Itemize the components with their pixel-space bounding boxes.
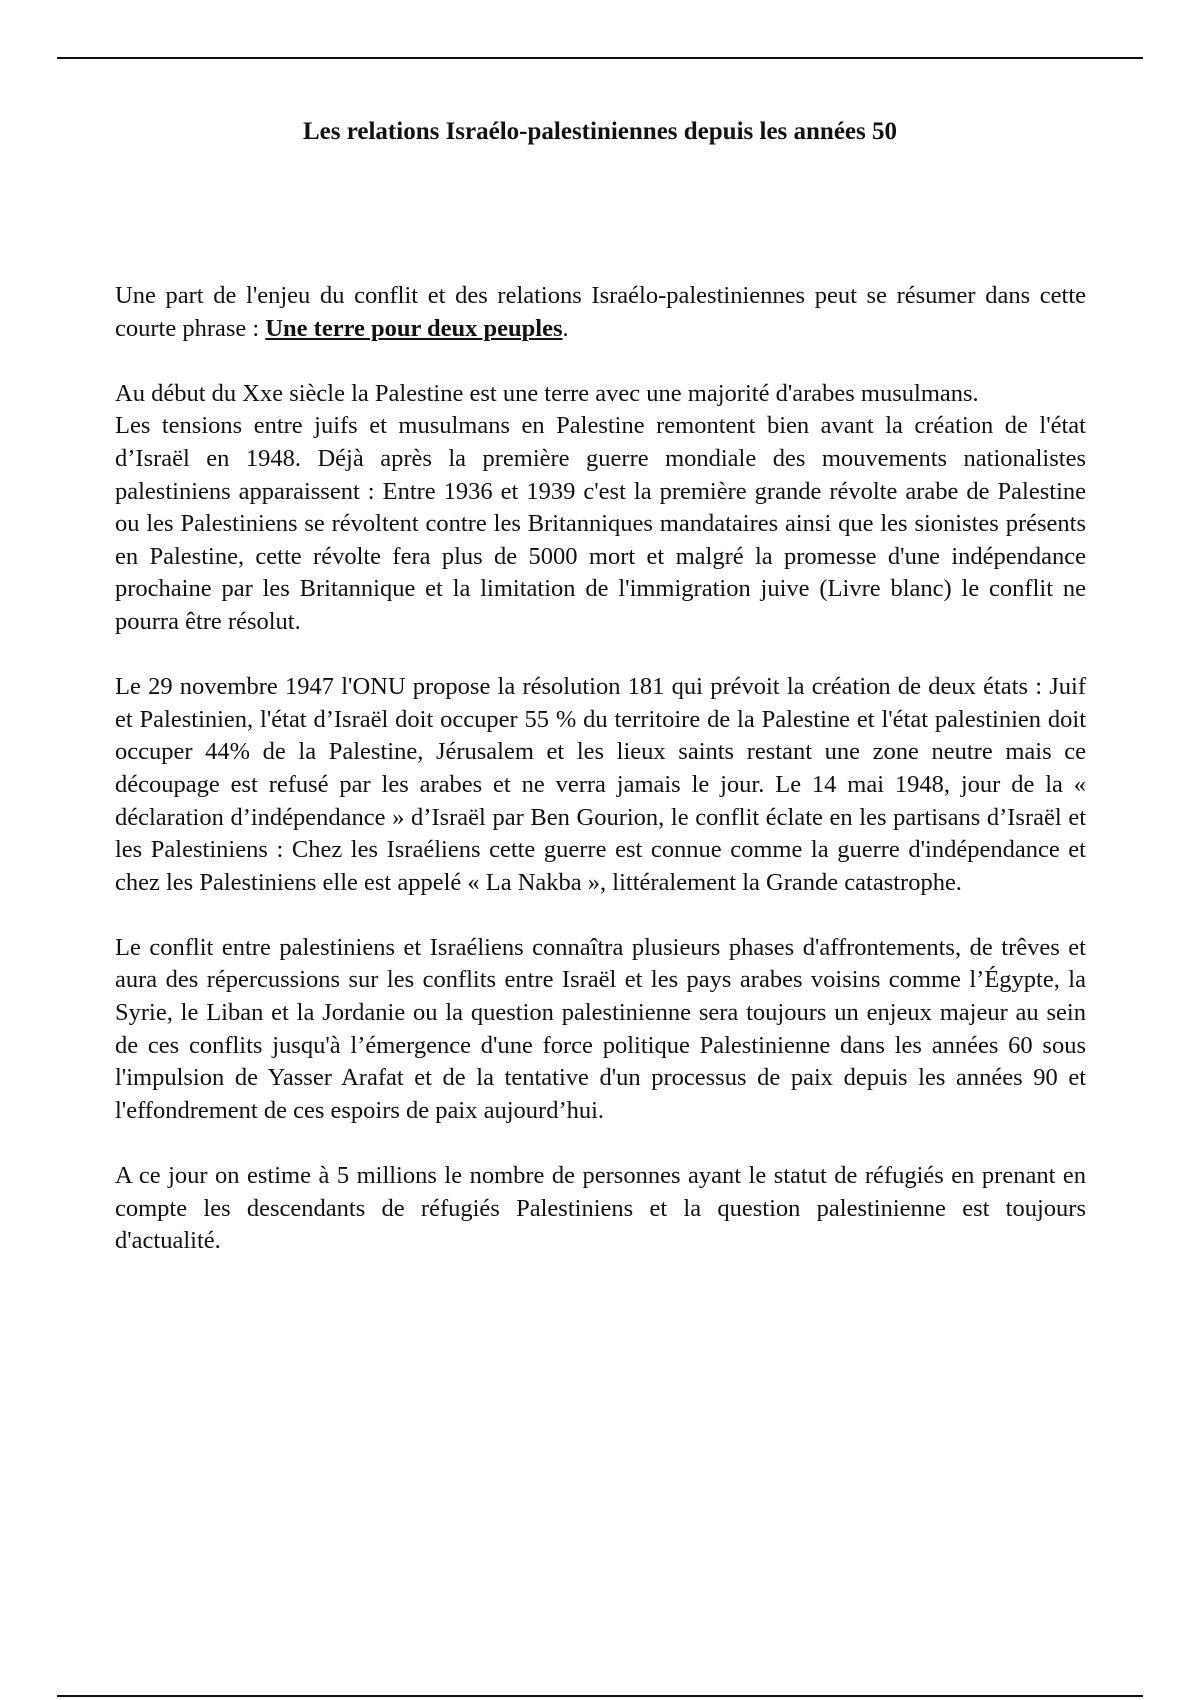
paragraph-3: Le 29 novembre 1947 l'ONU propose la résolution 181 qui prévoit la création de deux états : Juif et Palestinien, l'état d’Israël doit occuper 55 % du territoire de la Palestine et l'état palestinien doit occuper 44% de la Palestine, Jérusalem et les lieux saints restant une zone neutre mais ce découpage est refusé par les arabes et ne verra jamais le jour. Le 14 mai 1948, jour de la « déclaration d’indépendance » d’Israël par Ben Gourion, le conflit éclate en les partisans d’Israël et les Palestiniens : Chez les Israéliens cette guerre est connue comme la guerre d'indépendance et chez les Palestiniens elle est appelé « La Nakba », littéralement la Grande catastrophe.	[115, 673, 1086, 896]
intro-text: Une part de l'enjeu du conflit et des relations Israélo-palestiniennes peut se résumer dans cette courte phrase :	[115, 282, 1086, 342]
top-rule	[57, 57, 1143, 59]
document-body	[115, 280, 1086, 1290]
intro-end: .	[562, 314, 569, 342]
paragraph-1: Au début du Xxe siècle la Palestine est une terre avec une majorité d'arabes musulmans.	[115, 379, 979, 407]
intro-paragraph	[115, 280, 1086, 345]
page-title: Les relations Israélo-palestiniennes depuis les années 50	[302, 118, 898, 145]
paragraph-2: Les tensions entre juifs et musulmans en Palestine remontent bien avant la création de l'état d’Israël en 1948. Déjà après la première guerre mondiale des mouvements nationalistes palestiniens apparaissent : Entre 1936 et 1939 c'est la première grande révolte arabe de Palestine ou les Palestiniens se révoltent contre les Britanniques mandataires ainsi que les sionistes présents en Palestine, cette révolte fera plus de 5000 mort et malgré la promesse d'une indépendance prochaine par les Britannique et la limitation de l'immigration juive (Livre blanc) le conflit ne pourra être résolut.	[115, 412, 1086, 635]
intro-emphasis: Une terre pour deux peuples	[265, 314, 563, 342]
paragraph-5: A ce jour on estime à 5 millions le nombre de personnes ayant le statut de réfugiés en prenant en compte les descendants de réfugiés Palestiniens et la question palestinienne est toujours d'actualité.	[115, 1162, 1086, 1255]
paragraph-4: Le conflit entre palestiniens et Israéliens connaîtra plusieurs phases d'affrontements, de trêves et aura des répercussions sur les conflits entre Israël et les pays arabes voisins comme l’Égypte, la Syrie, le Liban et la Jordanie ou la question palestinienne sera toujours un enjeux majeur au sein de ces conflits jusqu'à l’émergence d'une force politique Palestinienne dans les années 60 sous l'impulsion de Yasser Arafat et de la tentative d'un processus de paix depuis les années 90 et l'effondrement de ces espoirs de paix aujourd’hui.	[115, 933, 1086, 1124]
bottom-rule	[57, 1695, 1143, 1697]
